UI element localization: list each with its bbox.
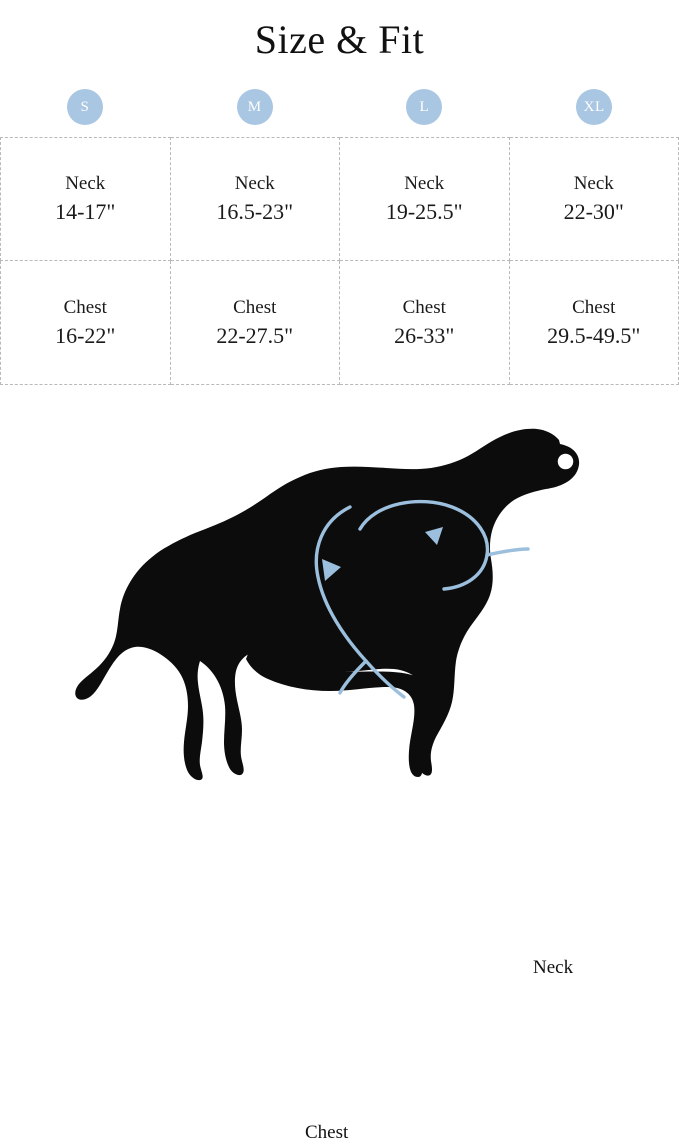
chest-cell-s: [0, 261, 171, 385]
neck-cell-xl-label: Neck: [574, 173, 614, 195]
chest-cell-m: [171, 261, 341, 385]
chest-annotation-label: Chest: [305, 1122, 348, 1144]
neck-cell-l-label: Neck: [404, 173, 444, 195]
chest-cell-l: [340, 261, 510, 385]
size-badge-cell-xl: [509, 89, 679, 125]
size-badge-xl: XL: [576, 89, 612, 125]
size-badge-l: L: [406, 89, 442, 125]
chest-cell-s-label: Chest: [64, 297, 107, 319]
neck-cell-s-value: 14-17": [55, 199, 115, 225]
neck-annotation-label: Neck: [533, 957, 573, 979]
neck-cell-m: [171, 137, 341, 261]
neck-cell-m-label: Neck: [235, 173, 275, 195]
page-title: Size & Fit: [0, 8, 679, 63]
size-badges-row: [0, 89, 679, 125]
size-chart-row-chest: [0, 261, 679, 385]
neck-cell-s: [0, 137, 171, 261]
neck-cell-m-value: 16.5-23": [216, 199, 293, 225]
dog-silhouette-icon: [0, 399, 679, 799]
size-chart-row-neck: [0, 137, 679, 261]
chest-cell-m-label: Chest: [233, 297, 276, 319]
neck-leader-line: [487, 549, 528, 555]
size-badge-s: S: [67, 89, 103, 125]
size-badge-m: M: [237, 89, 273, 125]
chest-cell-l-label: Chest: [403, 297, 446, 319]
neck-cell-xl-value: 22-30": [564, 199, 624, 225]
size-chart-grid: [0, 137, 679, 385]
chest-cell-l-value: 26-33": [394, 323, 454, 349]
neck-cell-l-value: 19-25.5": [386, 199, 463, 225]
neck-cell-s-label: Neck: [65, 173, 105, 195]
size-badge-cell-m: [170, 89, 340, 125]
chest-cell-m-value: 22-27.5": [216, 323, 293, 349]
chest-cell-s-value: 16-22": [55, 323, 115, 349]
chest-cell-xl: [510, 261, 679, 385]
neck-cell-xl: [510, 137, 679, 261]
chest-cell-xl-value: 29.5-49.5": [547, 323, 640, 349]
neck-cell-l: [340, 137, 510, 261]
size-badge-cell-l: [340, 89, 510, 125]
chest-cell-xl-label: Chest: [572, 297, 615, 319]
dog-illustration: [0, 399, 679, 799]
size-badge-cell-s: [0, 89, 170, 125]
